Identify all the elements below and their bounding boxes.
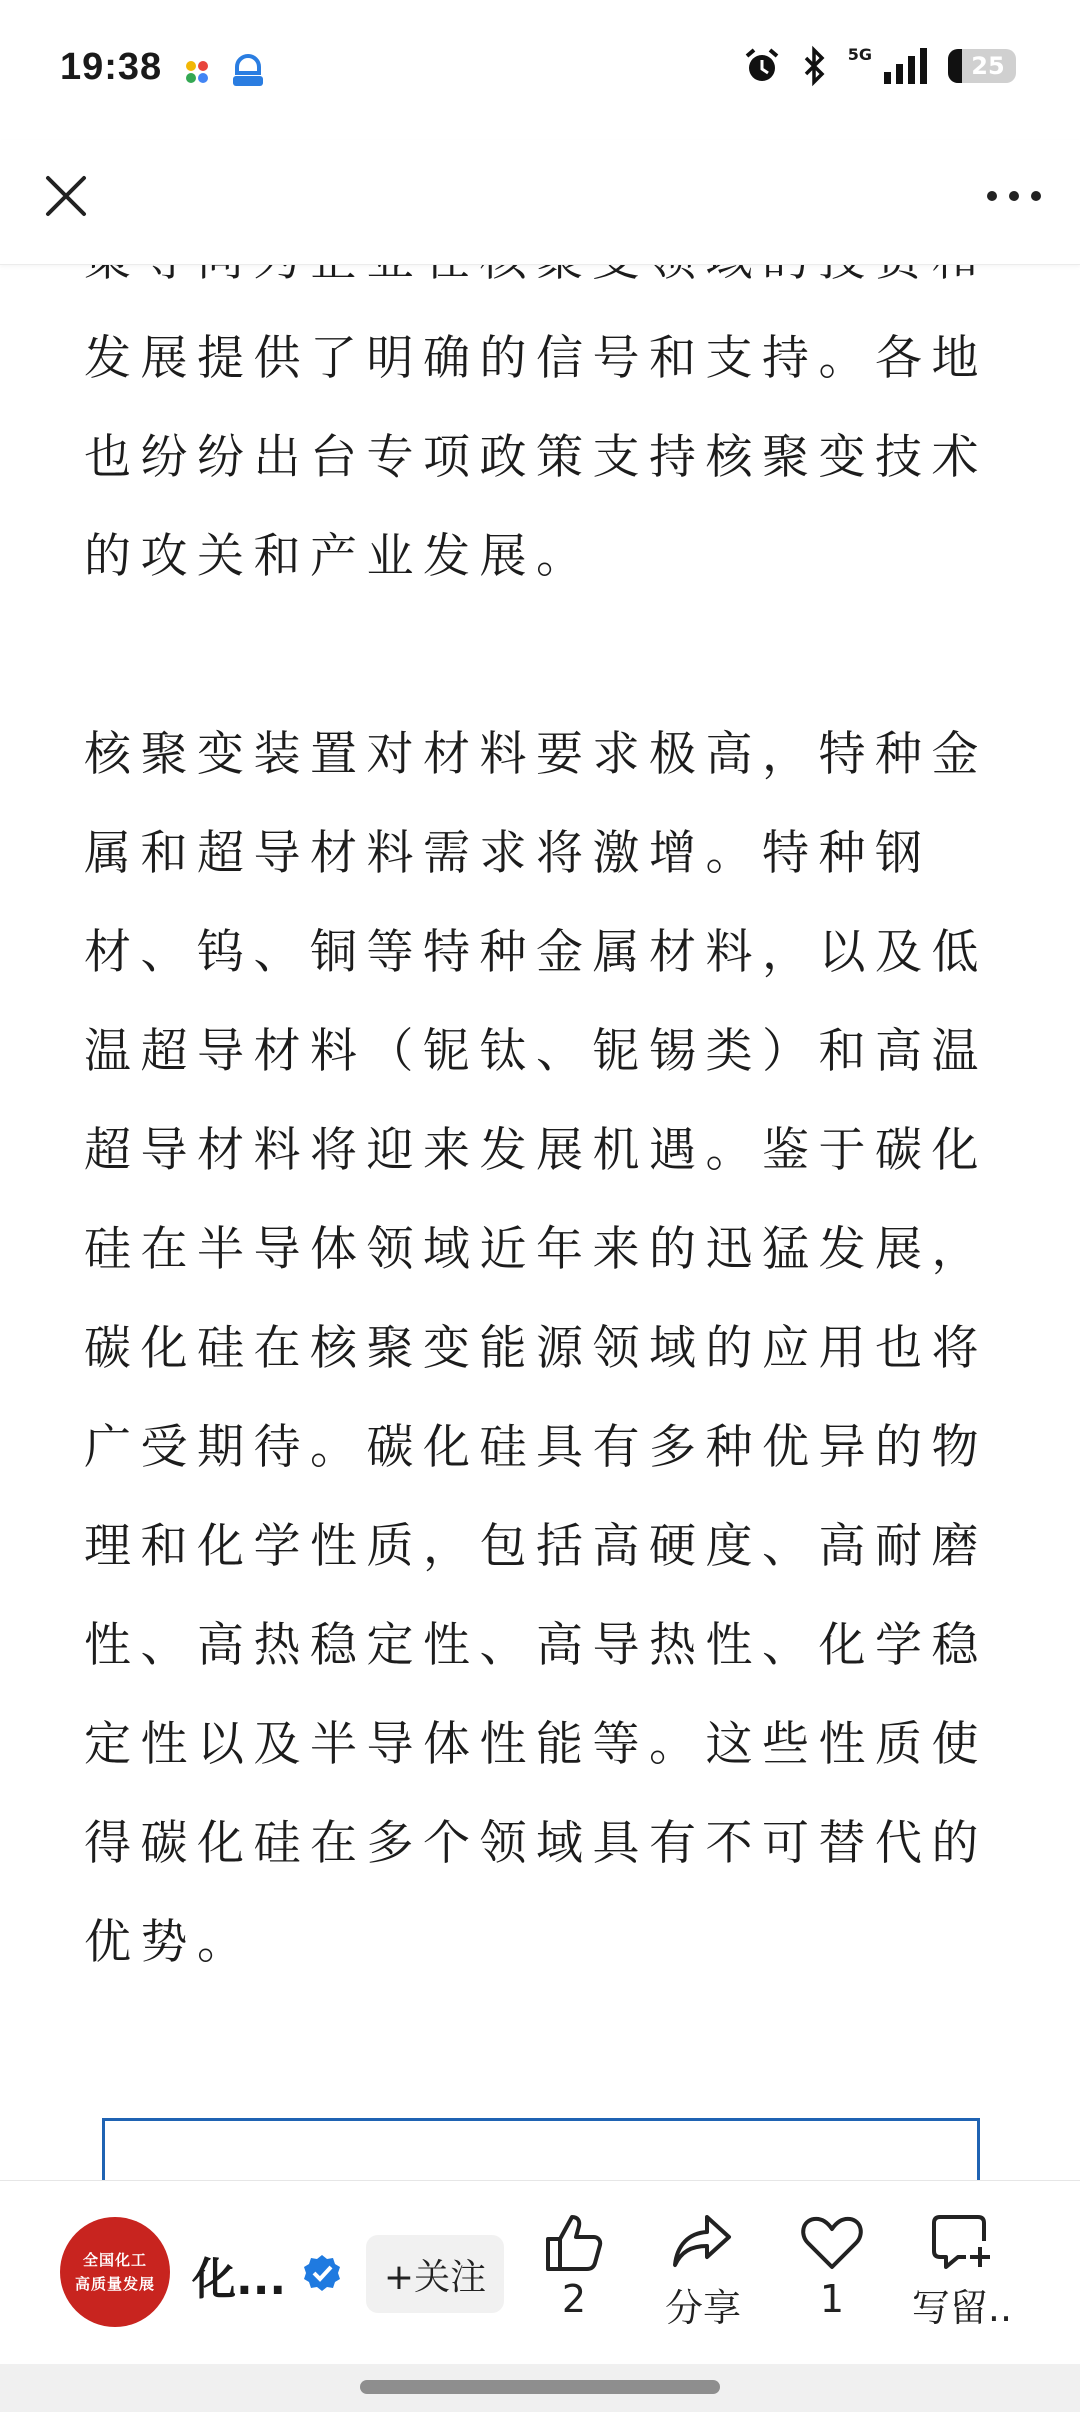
status-app-icons	[182, 52, 268, 92]
status-time: 19:38	[60, 46, 163, 88]
heart-icon	[800, 2211, 864, 2273]
favorite-button[interactable]	[772, 2211, 892, 2321]
more-button[interactable]	[978, 160, 1050, 232]
status-bar	[0, 0, 1080, 140]
navigation-bar	[0, 2364, 1080, 2412]
alarm-icon	[742, 46, 782, 86]
verified-badge-icon	[302, 2253, 342, 2293]
like-count: 2	[561, 2277, 587, 2321]
avatar-text-line: 高质量发展	[74, 2275, 155, 2293]
app-cloud-icon	[228, 52, 268, 92]
thumbs-up-icon	[542, 2211, 606, 2273]
share-button[interactable]	[643, 2211, 763, 2332]
author-avatar[interactable]	[60, 2217, 170, 2327]
bluetooth-icon	[802, 46, 828, 86]
home-indicator[interactable]	[360, 2380, 720, 2394]
share-label: 分享	[664, 2286, 741, 2330]
close-button[interactable]	[30, 160, 102, 232]
more-icon	[984, 189, 1044, 203]
like-button[interactable]	[514, 2211, 634, 2321]
article-paragraph: 核聚变装置对材料要求极高，特种金属和超导材料需求将激增。特种钢材、钨、铜等特种金属材料，以及低温超导材料（铌钛、铌锡类）和高温超导材料将迎来发展机遇。鉴于碳化硅在半导体领域近年来的迅猛发展，碳化硅在核聚变能源领域的应用也将广受期待。碳化硅具有多种优异的物理和化学性质，包括高硬度、高耐磨性、高热稳定性、高导热性、化学稳定性以及半导体性能等。这些性质使得碳化硅在多个领域具有不可替代的优势。	[84, 727, 988, 1970]
share-icon	[671, 2211, 735, 2273]
article-body[interactable]	[0, 264, 1080, 2180]
top-nav-bar	[0, 140, 1080, 265]
favorite-count: 1	[819, 2277, 845, 2321]
app-colorful-icon	[182, 57, 212, 87]
comment-button[interactable]	[902, 2211, 1022, 2332]
bottom-action-bar	[0, 2180, 1080, 2365]
author-name[interactable]: 化...	[192, 2254, 287, 2305]
avatar-text-line: 全国化工	[82, 2251, 147, 2269]
close-icon	[42, 172, 90, 220]
comment-label: 写留..	[911, 2286, 1013, 2330]
article-content	[84, 210, 996, 1992]
article-paragraph: 发展提供了明确的信号和支持。各地也纷纷出台专项政策支持核聚变技术的攻关和产业发展。	[84, 331, 988, 584]
status-indicators	[742, 46, 1016, 86]
battery-icon	[948, 49, 1016, 83]
battery-level: 25	[971, 52, 1005, 80]
follow-button[interactable]: +关注	[366, 2235, 504, 2313]
comment-icon	[930, 2211, 994, 2273]
signal-icon	[884, 48, 928, 84]
network-type: 5G	[847, 44, 872, 64]
